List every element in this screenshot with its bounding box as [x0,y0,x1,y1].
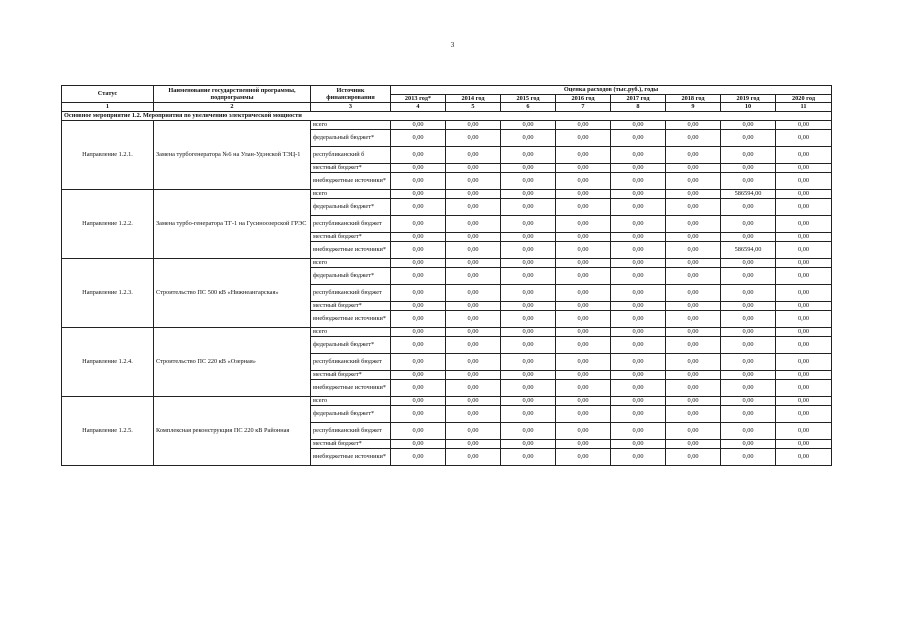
funding-source-cell: местный бюджет* [311,440,391,449]
value-cell: 0,00 [556,130,611,147]
value-cell: 0,00 [446,337,501,354]
table-row [62,190,832,199]
value-cell: 586594,00 [721,190,776,199]
value-cell: 0,00 [611,302,666,311]
status-cell: Направление 1.2.3. [62,259,154,328]
value-cell: 0,00 [391,423,446,440]
program-name-cell: Комплексная реконструкция ПС 220 кВ Районная [154,397,311,466]
value-cell: 0,00 [776,449,832,466]
value-cell: 0,00 [611,337,666,354]
value-cell: 0,00 [776,121,832,130]
value-cell: 0,00 [721,268,776,285]
header-year: 2020 год [776,94,832,103]
value-cell: 0,00 [666,397,721,406]
value-cell: 0,00 [501,216,556,233]
value-cell: 0,00 [556,147,611,164]
value-cell: 0,00 [611,423,666,440]
table-row [62,259,832,268]
value-cell: 0,00 [611,440,666,449]
value-cell: 0,00 [501,173,556,190]
header-year: 2017 год [611,94,666,103]
value-cell: 0,00 [776,302,832,311]
value-cell: 0,00 [446,164,501,173]
value-cell: 0,00 [666,328,721,337]
value-cell: 0,00 [666,173,721,190]
table-body [62,121,832,466]
funding-source-cell: внебюджетные источники* [311,311,391,328]
value-cell: 0,00 [446,285,501,302]
value-cell: 0,00 [391,311,446,328]
value-cell: 0,00 [501,259,556,268]
value-cell: 0,00 [391,147,446,164]
funding-source-cell: всего [311,121,391,130]
value-cell: 0,00 [776,423,832,440]
value-cell: 0,00 [446,199,501,216]
value-cell: 0,00 [391,164,446,173]
value-cell: 0,00 [611,259,666,268]
value-cell: 0,00 [501,302,556,311]
value-cell: 0,00 [391,130,446,147]
value-cell: 0,00 [611,216,666,233]
value-cell: 0,00 [556,164,611,173]
value-cell: 0,00 [501,423,556,440]
value-cell: 0,00 [776,199,832,216]
value-cell: 0,00 [776,285,832,302]
column-number: 1 [62,103,154,112]
status-cell: Направление 1.2.1. [62,121,154,190]
value-cell: 0,00 [391,440,446,449]
header-year: 2016 год [556,94,611,103]
value-cell: 0,00 [721,285,776,302]
header-estimate: Оценка расходов (тыс.руб.), годы [391,86,832,95]
value-cell: 0,00 [391,380,446,397]
value-cell: 0,00 [501,130,556,147]
header-year: 2014 год [446,94,501,103]
value-cell: 0,00 [446,216,501,233]
value-cell: 0,00 [611,285,666,302]
value-cell: 0,00 [776,380,832,397]
value-cell: 0,00 [776,440,832,449]
status-cell: Направление 1.2.5. [62,397,154,466]
column-number: 3 [311,103,391,112]
value-cell: 0,00 [556,371,611,380]
budget-table [61,85,832,466]
value-cell: 0,00 [776,354,832,371]
status-cell: Направление 1.2.4. [62,328,154,397]
value-cell: 0,00 [666,380,721,397]
value-cell: 0,00 [501,449,556,466]
value-cell: 0,00 [556,259,611,268]
table-row [62,121,832,130]
value-cell: 0,00 [556,328,611,337]
value-cell: 0,00 [776,397,832,406]
funding-source-cell: республиканский бюджет [311,354,391,371]
section-row [62,112,832,121]
column-number: 6 [501,103,556,112]
value-cell: 0,00 [391,337,446,354]
funding-source-cell: местный бюджет* [311,302,391,311]
value-cell: 0,00 [721,354,776,371]
funding-source-cell: местный бюджет* [311,164,391,173]
value-cell: 0,00 [666,130,721,147]
page-number: 3 [450,41,455,49]
section-title: Основное мероприятие 1.2. Мероприятия по увеличению электрической мощности [62,112,832,121]
funding-source-cell: федеральный бюджет* [311,268,391,285]
value-cell: 0,00 [721,147,776,164]
value-cell: 0,00 [391,406,446,423]
value-cell: 0,00 [556,380,611,397]
value-cell: 0,00 [721,328,776,337]
value-cell: 0,00 [666,423,721,440]
value-cell: 0,00 [666,371,721,380]
value-cell: 0,00 [391,259,446,268]
funding-source-cell: федеральный бюджет* [311,130,391,147]
value-cell: 0,00 [611,311,666,328]
value-cell: 0,00 [391,449,446,466]
value-cell: 0,00 [776,147,832,164]
value-cell: 0,00 [446,354,501,371]
value-cell: 0,00 [556,242,611,259]
value-cell: 0,00 [776,242,832,259]
value-cell: 0,00 [556,337,611,354]
value-cell: 0,00 [721,130,776,147]
value-cell: 0,00 [721,259,776,268]
funding-source-cell: федеральный бюджет* [311,406,391,423]
value-cell: 0,00 [391,285,446,302]
value-cell: 0,00 [611,190,666,199]
funding-source-cell: республиканский б [311,147,391,164]
value-cell: 0,00 [721,121,776,130]
value-cell: 0,00 [446,406,501,423]
header-row [62,86,832,95]
value-cell: 0,00 [776,190,832,199]
value-cell: 0,00 [556,311,611,328]
value-cell: 0,00 [556,406,611,423]
value-cell: 0,00 [556,233,611,242]
value-cell: 0,00 [666,147,721,164]
column-number: 10 [721,103,776,112]
value-cell: 0,00 [666,440,721,449]
funding-source-cell: внебюджетные источники* [311,449,391,466]
value-cell: 0,00 [446,242,501,259]
table-row [62,397,832,406]
value-cell: 0,00 [721,302,776,311]
value-cell: 0,00 [446,173,501,190]
funding-source-cell: федеральный бюджет* [311,337,391,354]
funding-source-cell: всего [311,190,391,199]
value-cell: 0,00 [776,268,832,285]
value-cell: 586594,00 [721,242,776,259]
value-cell: 0,00 [391,216,446,233]
column-number: 11 [776,103,832,112]
value-cell: 0,00 [556,302,611,311]
value-cell: 0,00 [611,328,666,337]
value-cell: 0,00 [611,147,666,164]
value-cell: 0,00 [446,423,501,440]
value-cell: 0,00 [611,380,666,397]
program-name-cell: Замена турбогенератора №6 на Улан-Удэнской ТЭЦ-1 [154,121,311,190]
column-number: 2 [154,103,311,112]
value-cell: 0,00 [721,173,776,190]
value-cell: 0,00 [501,406,556,423]
value-cell: 0,00 [776,406,832,423]
value-cell: 0,00 [391,190,446,199]
funding-source-cell: всего [311,328,391,337]
funding-source-cell: республиканский бюджет [311,423,391,440]
value-cell: 0,00 [446,311,501,328]
value-cell: 0,00 [721,164,776,173]
value-cell: 0,00 [666,354,721,371]
value-cell: 0,00 [611,449,666,466]
header-year: 2018 год [666,94,721,103]
value-cell: 0,00 [501,268,556,285]
value-cell: 0,00 [721,440,776,449]
value-cell: 0,00 [666,449,721,466]
table-row [62,328,832,337]
value-cell: 0,00 [391,233,446,242]
value-cell: 0,00 [666,190,721,199]
value-cell: 0,00 [556,121,611,130]
value-cell: 0,00 [446,449,501,466]
value-cell: 0,00 [501,199,556,216]
value-cell: 0,00 [391,371,446,380]
value-cell: 0,00 [666,259,721,268]
value-cell: 0,00 [611,130,666,147]
program-name-cell: Замена турбо-генератора ТГ-1 на Гусиноозерской ГРЭС [154,190,311,259]
value-cell: 0,00 [501,354,556,371]
value-cell: 0,00 [446,233,501,242]
value-cell: 0,00 [776,311,832,328]
value-cell: 0,00 [446,371,501,380]
value-cell: 0,00 [501,164,556,173]
value-cell: 0,00 [501,242,556,259]
value-cell: 0,00 [556,285,611,302]
value-cell: 0,00 [721,199,776,216]
value-cell: 0,00 [721,423,776,440]
value-cell: 0,00 [501,285,556,302]
value-cell: 0,00 [446,302,501,311]
value-cell: 0,00 [556,190,611,199]
value-cell: 0,00 [556,397,611,406]
funding-source-cell: местный бюджет* [311,371,391,380]
value-cell: 0,00 [721,233,776,242]
funding-source-cell: внебюджетные источники* [311,380,391,397]
value-cell: 0,00 [611,406,666,423]
value-cell: 0,00 [666,285,721,302]
value-cell: 0,00 [776,233,832,242]
header-name: Наименование государственной программы, подпрограммы [154,86,311,103]
value-cell: 0,00 [556,354,611,371]
header-year: 2019 год [721,94,776,103]
header-source: Источник финансирования [311,86,391,103]
value-cell: 0,00 [556,423,611,440]
value-cell: 0,00 [776,216,832,233]
value-cell: 0,00 [721,311,776,328]
value-cell: 0,00 [501,380,556,397]
funding-source-cell: всего [311,397,391,406]
value-cell: 0,00 [556,268,611,285]
value-cell: 0,00 [446,190,501,199]
program-name-cell: Строительство ПС 220 кВ «Озерная» [154,328,311,397]
value-cell: 0,00 [611,121,666,130]
value-cell: 0,00 [391,242,446,259]
column-numbers-row [62,103,832,112]
value-cell: 0,00 [721,216,776,233]
funding-source-cell: внебюджетные источники* [311,242,391,259]
value-cell: 0,00 [391,328,446,337]
value-cell: 0,00 [501,311,556,328]
value-cell: 0,00 [666,199,721,216]
value-cell: 0,00 [446,259,501,268]
value-cell: 0,00 [501,233,556,242]
value-cell: 0,00 [666,121,721,130]
value-cell: 0,00 [446,268,501,285]
value-cell: 0,00 [501,337,556,354]
value-cell: 0,00 [611,397,666,406]
value-cell: 0,00 [776,328,832,337]
value-cell: 0,00 [776,164,832,173]
value-cell: 0,00 [446,121,501,130]
value-cell: 0,00 [391,354,446,371]
funding-source-cell: федеральный бюджет* [311,199,391,216]
header-year: 2013 год* [391,94,446,103]
value-cell: 0,00 [666,268,721,285]
value-cell: 0,00 [391,173,446,190]
value-cell: 0,00 [446,328,501,337]
value-cell: 0,00 [446,397,501,406]
value-cell: 0,00 [611,233,666,242]
value-cell: 0,00 [776,371,832,380]
value-cell: 0,00 [501,397,556,406]
value-cell: 0,00 [611,242,666,259]
value-cell: 0,00 [721,449,776,466]
value-cell: 0,00 [391,121,446,130]
value-cell: 0,00 [666,311,721,328]
value-cell: 0,00 [721,380,776,397]
value-cell: 0,00 [501,440,556,449]
value-cell: 0,00 [501,371,556,380]
value-cell: 0,00 [776,130,832,147]
value-cell: 0,00 [666,406,721,423]
value-cell: 0,00 [611,173,666,190]
funding-source-cell: республиканский бюджет [311,216,391,233]
value-cell: 0,00 [556,199,611,216]
value-cell: 0,00 [446,380,501,397]
value-cell: 0,00 [666,337,721,354]
header-status: Статус [62,86,154,103]
value-cell: 0,00 [776,259,832,268]
value-cell: 0,00 [556,216,611,233]
column-number: 8 [611,103,666,112]
value-cell: 0,00 [446,440,501,449]
value-cell: 0,00 [501,147,556,164]
value-cell: 0,00 [776,173,832,190]
value-cell: 0,00 [556,449,611,466]
funding-source-cell: местный бюджет* [311,233,391,242]
value-cell: 0,00 [666,242,721,259]
column-number: 9 [666,103,721,112]
value-cell: 0,00 [721,337,776,354]
column-number: 4 [391,103,446,112]
funding-source-cell: внебюджетные источники* [311,173,391,190]
value-cell: 0,00 [611,199,666,216]
value-cell: 0,00 [776,337,832,354]
value-cell: 0,00 [666,233,721,242]
funding-source-cell: всего [311,259,391,268]
value-cell: 0,00 [501,121,556,130]
value-cell: 0,00 [391,397,446,406]
value-cell: 0,00 [446,147,501,164]
value-cell: 0,00 [391,199,446,216]
program-name-cell: Строительство ПС 500 кВ «Нижнеангарская» [154,259,311,328]
value-cell: 0,00 [611,164,666,173]
value-cell: 0,00 [721,406,776,423]
value-cell: 0,00 [556,440,611,449]
column-number: 7 [556,103,611,112]
header-year: 2015 год [501,94,556,103]
value-cell: 0,00 [391,302,446,311]
status-cell: Направление 1.2.2. [62,190,154,259]
value-cell: 0,00 [501,190,556,199]
value-cell: 0,00 [666,216,721,233]
value-cell: 0,00 [446,130,501,147]
value-cell: 0,00 [721,371,776,380]
value-cell: 0,00 [666,164,721,173]
value-cell: 0,00 [666,302,721,311]
value-cell: 0,00 [556,173,611,190]
value-cell: 0,00 [501,328,556,337]
value-cell: 0,00 [611,371,666,380]
value-cell: 0,00 [391,268,446,285]
value-cell: 0,00 [611,354,666,371]
value-cell: 0,00 [611,268,666,285]
value-cell: 0,00 [721,397,776,406]
funding-source-cell: республиканский бюджет [311,285,391,302]
column-number: 5 [446,103,501,112]
